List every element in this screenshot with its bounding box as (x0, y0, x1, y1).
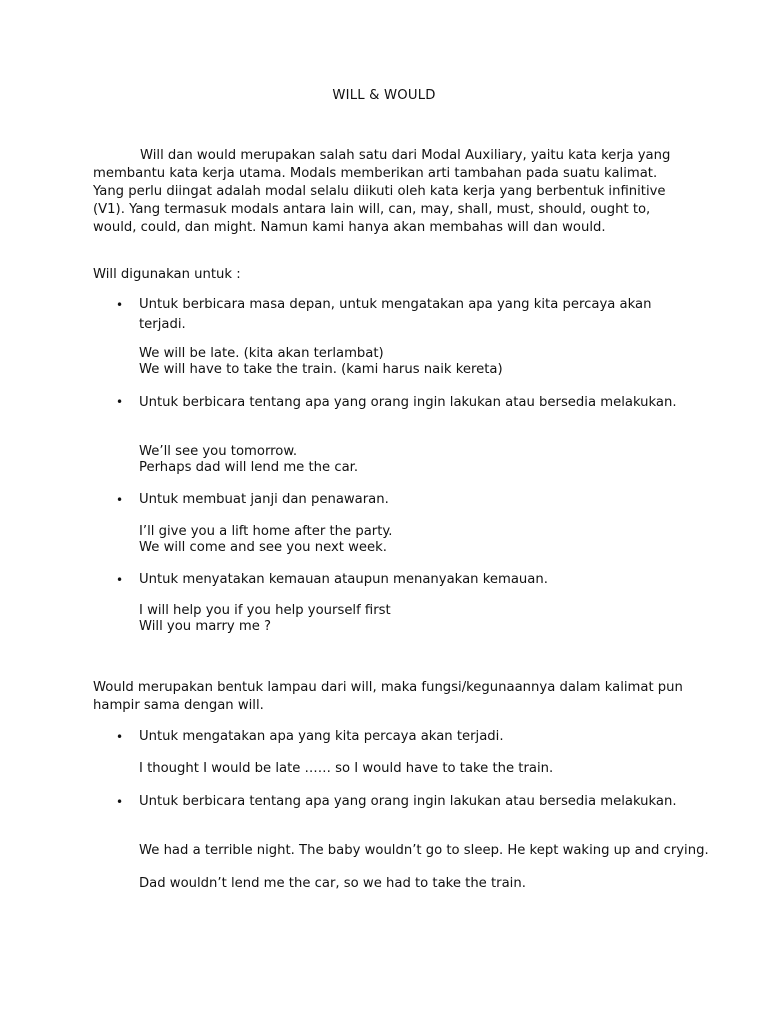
would-use-1: Untuk mengatakan apa yang kita percaya akan terjadi. (139, 729, 504, 744)
would-use-2-example-2: Dad wouldn’t lend me the car, so we had to take the train. (139, 876, 526, 891)
bullet-icon: • (116, 298, 124, 312)
will-use-3: Untuk membuat janji dan penawaran. (139, 492, 389, 507)
intro-paragraph: Will dan would merupakan salah satu dari Modal Auxiliary, yaitu kata kerja yang membantu kata kerja utama. Modals memberikan arti tambahan pada suatu kalimat. Yang perlu diingat adalah modal selalu diikuti oleh kata kerja yang berbentuk infinitive (V1). Yang termasuk modals antara lain will, can, may, shall, must, should, ought to, would, could, dan might. Namun kami hanya akan membahas will dan would. (93, 148, 671, 235)
would-use-2: Untuk berbicara tentang apa yang orang ingin lakukan atau bersedia melakukan. (139, 794, 677, 809)
would-use-1-example-1: I thought I would be late …… so I would have to take the train. (139, 761, 554, 776)
will-use-1: Untuk berbicara masa depan, untuk mengatakan apa yang kita percaya akan terjadi. (139, 297, 652, 332)
would-section-intro: Would merupakan bentuk lampau dari will, maka fungsi/kegunaannya dalam kalimat pun hampir sama dengan will. (93, 680, 683, 713)
will-use-1-example-2: We will have to take the train. (kami harus naik kereta) (139, 362, 503, 377)
bullet-icon: • (116, 493, 124, 507)
will-use-3-example-2: We will come and see you next week. (139, 540, 387, 555)
will-section-heading: Will digunakan untuk : (93, 267, 241, 282)
would-use-2-example-1: We had a terrible night. The baby wouldn’t go to sleep. He kept waking up and crying. (139, 843, 709, 858)
bullet-icon: • (116, 573, 124, 587)
will-use-2-example-1: We’ll see you tomorrow. (139, 444, 298, 459)
will-use-2-example-2: Perhaps dad will lend me the car. (139, 460, 359, 475)
bullet-icon: • (116, 730, 124, 744)
bullet-icon: • (116, 795, 124, 809)
will-use-4-example-2: Will you marry me ? (139, 619, 272, 634)
document-title: WILL & WOULD (332, 88, 436, 103)
will-use-4: Untuk menyatakan kemauan ataupun menanyakan kemauan. (139, 572, 548, 587)
will-use-1-example-1: We will be late. (kita akan terlambat) (139, 346, 384, 361)
will-use-2: Untuk berbicara tentang apa yang orang ingin lakukan atau bersedia melakukan. (139, 395, 677, 410)
will-use-3-example-1: I’ll give you a lift home after the party. (139, 524, 393, 539)
will-use-4-example-1: I will help you if you help yourself first (139, 603, 391, 618)
bullet-icon: • (116, 395, 124, 409)
